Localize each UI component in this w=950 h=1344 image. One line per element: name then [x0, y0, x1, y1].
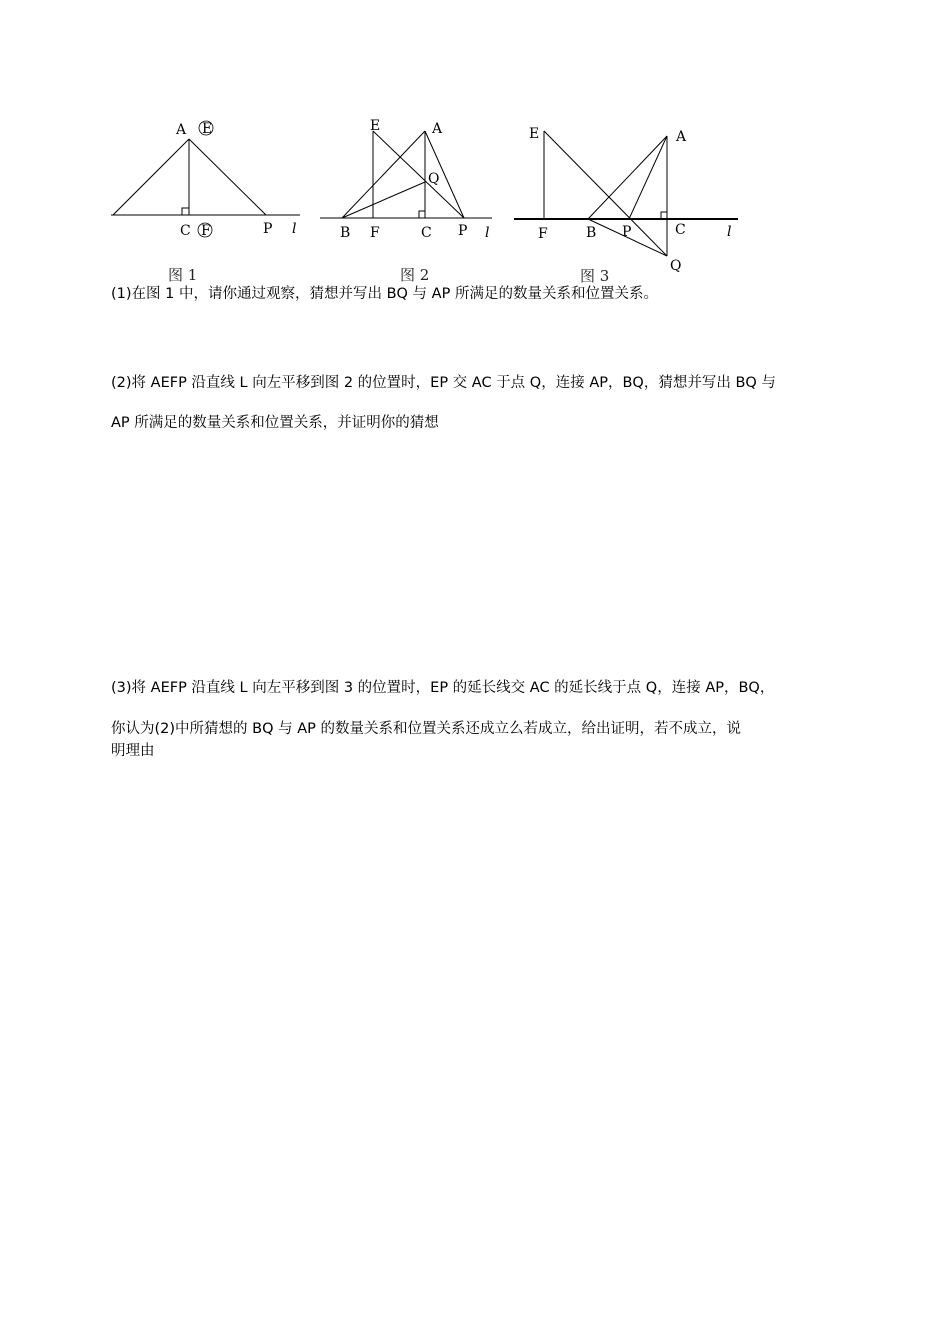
fig3-label-f: F — [538, 226, 548, 242]
geometry-figures — [0, 0, 950, 300]
fig2-label-a: A — [432, 121, 443, 137]
fig2-caption: 图 2 — [400, 266, 430, 284]
fig3-label-e: E — [529, 126, 540, 142]
fig3-segment-eq — [544, 131, 667, 256]
question-1: (1)在图 1 中，请你通过观察，猜想并写出 BQ 与 AP 所满足的数量关系和位置关系。 — [111, 286, 658, 302]
fig3-label-l: l — [727, 224, 732, 240]
question-2-line-2: AP 所满足的数量关系和位置关系，并证明你的猜想 — [111, 415, 439, 431]
fig2-right-angle-mark — [419, 211, 425, 218]
fig1-label-c: C — [180, 223, 191, 239]
fig3-segment-ab — [588, 136, 667, 219]
figure-1 — [111, 121, 300, 284]
fig1-segment-ap — [189, 139, 266, 215]
fig1-label-p: P — [263, 221, 273, 237]
fig2-segment-ep — [373, 131, 464, 218]
question-3-line-1: (3)将 AEFP 沿直线 L 向左平移到图 3 的位置时，EP 的延长线交 AC 的延长线于点 Q，连接 AP，BQ， — [111, 680, 775, 696]
figure-2 — [320, 118, 492, 284]
fig2-label-q: Q — [428, 171, 440, 187]
fig3-label-b: B — [586, 225, 597, 241]
fig1-label-e: E — [202, 121, 213, 137]
fig2-label-f: F — [370, 225, 380, 241]
fig2-label-c: C — [421, 225, 432, 241]
fig2-segment-bq — [342, 182, 425, 218]
fig2-label-e: E — [370, 118, 381, 134]
fig1-label-l: l — [292, 221, 297, 237]
fig1-label-a: A — [176, 122, 187, 138]
fig3-caption: 图 3 — [580, 267, 610, 285]
fig1-right-angle-mark — [182, 208, 189, 215]
figure-3 — [514, 126, 738, 285]
fig2-label-b: B — [340, 225, 351, 241]
question-3-line-3: 明理由 — [111, 743, 155, 759]
fig3-right-angle-mark — [661, 212, 667, 219]
fig2-label-p: P — [458, 223, 468, 239]
fig1-label-f: F — [201, 223, 211, 239]
fig3-label-p: P — [622, 224, 632, 240]
question-3-line-2: 你认为(2)中所猜想的 BQ 与 AP 的数量关系和位置关系还成立么若成立，给出证明，若不成立，说 — [111, 721, 741, 737]
question-2-line-1: (2)将 AEFP 沿直线 L 向左平移到图 2 的位置时，EP 交 AC 于点 Q，连接 AP，BQ，猜想并写出 BQ 与 — [111, 375, 776, 391]
fig2-label-l: l — [485, 225, 490, 241]
fig1-caption: 图 1 — [168, 266, 198, 284]
fig2-segment-ab — [342, 131, 425, 218]
fig3-label-a: A — [676, 129, 687, 145]
fig3-label-q: Q — [670, 258, 682, 274]
fig1-segment-ab — [113, 139, 189, 215]
fig3-label-c: C — [675, 222, 686, 238]
fig3-segment-ap — [629, 136, 667, 219]
